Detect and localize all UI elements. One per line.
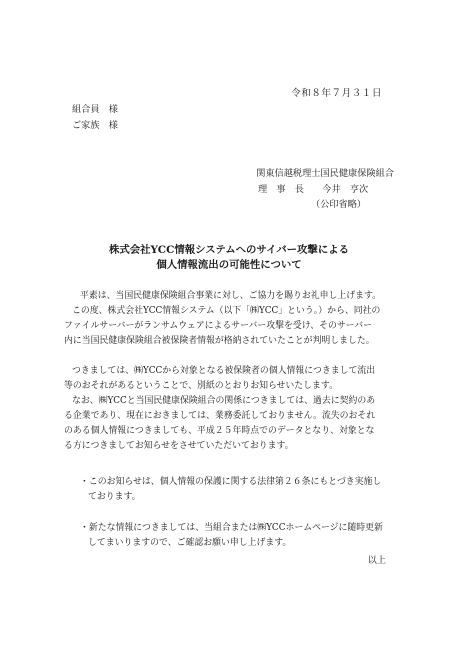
document-title-line1: 株式会社YCC情報システムへのサイバー攻撃による bbox=[109, 244, 349, 256]
bullet-line: ております。 bbox=[88, 492, 141, 502]
closing-word: 以上 bbox=[367, 555, 386, 566]
body-line: る方につきましてお知らせをさせていただいております。 bbox=[64, 441, 294, 451]
body-line: のある個人情報につきましても、平成２５年時点でのデータとなり、対象とな bbox=[64, 426, 375, 436]
seal-omitted-note: （公印省略） bbox=[311, 199, 367, 210]
body-line: この度、株式会社YCC情報システム（以下「㈱YCC」という。）から、同社の bbox=[72, 306, 381, 316]
bullet-line: ・このお知らせは、個人情報の保護に関する法律第２６条にもとづき実施し bbox=[80, 477, 382, 487]
document-title-line2: 個人情報流出の可能性について bbox=[156, 259, 302, 271]
body-line: る企業であり、現在におきましては、業務委託しておりません。流失のおそれ bbox=[64, 411, 376, 421]
sender-title-name: 理 事 長 今井 亨次 bbox=[258, 184, 369, 195]
body-line: 内に当国民健康保険組合被保険者情報が格納されていたことが判明しました。 bbox=[64, 336, 375, 346]
body-line: 平素は、当国民健康保険組合事業に対し、ご協力を賜りお礼申し上げます。 bbox=[80, 291, 382, 301]
bullet-line: してまいりますので、ご確認お願い申し上げます。 bbox=[88, 538, 292, 548]
body-line: なお、㈱YCCと当国民健康保険組合の関係につきましては、過去に契約のあ bbox=[72, 396, 376, 406]
body-line: ファイルサーバーがランサムウェアによるサーバー攻撃を受け、そのサーバー bbox=[64, 321, 372, 331]
bullet-line: ・新たな情報につきましては、当組合または㈱YCCホームページに随時更新 bbox=[80, 523, 383, 533]
document-date: 令和８年７月３１日 bbox=[291, 88, 382, 99]
body-line: つきましては、㈱YCCから対象となる被保険者の個人情報につきまして流出 bbox=[72, 366, 376, 376]
sender-organization: 関東信越税理士国民健康保険組合 bbox=[256, 168, 394, 179]
body-line: 等のおそれがあるということで、別紙のとおりお知らせいたします。 bbox=[64, 381, 338, 391]
recipient-families: ご家族 様 bbox=[72, 120, 118, 131]
recipient-members: 組合員 様 bbox=[72, 104, 118, 115]
